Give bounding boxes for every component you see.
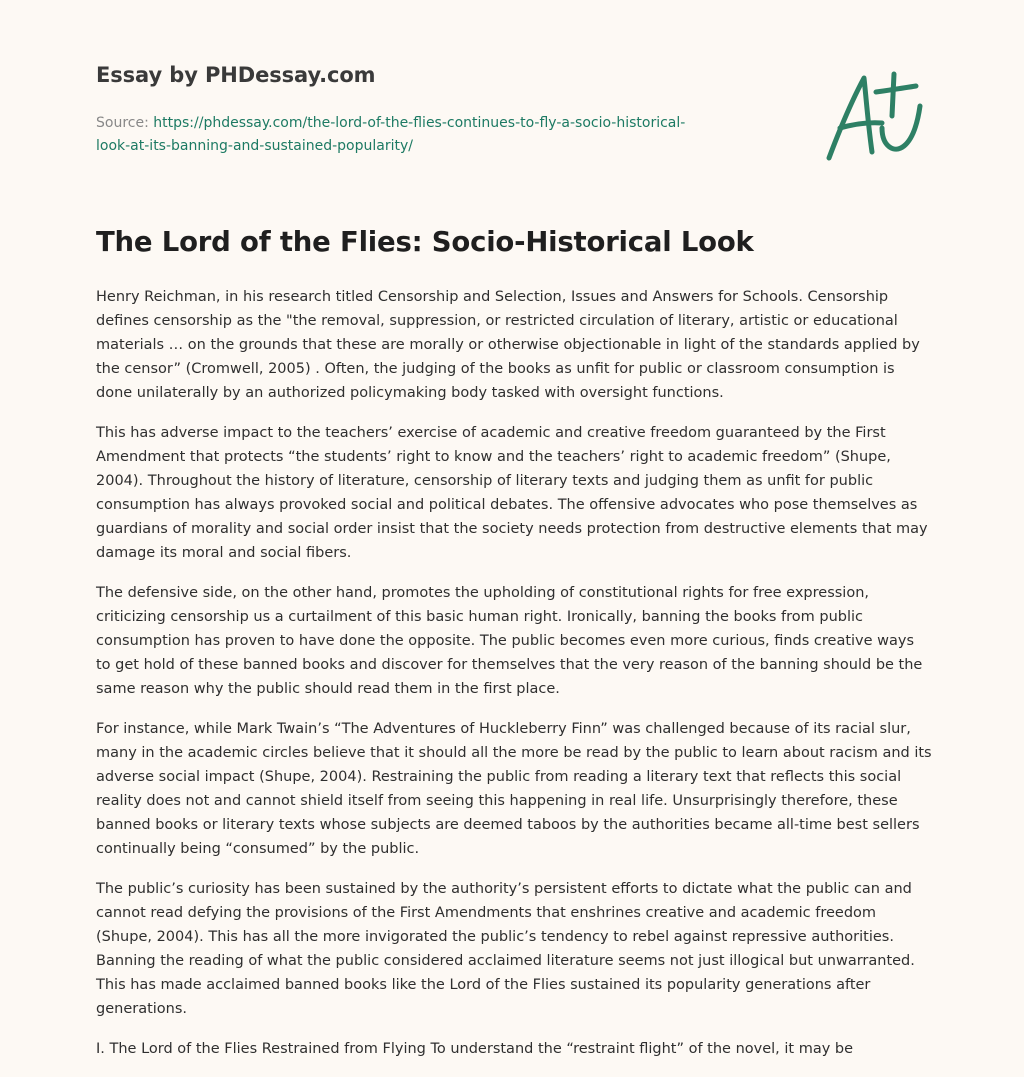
paragraph: The defensive side, on the other hand, promotes the upholding of constitutional rights for free expression, criticizing censorship us a curtailment of this basic human right. Ironically, banning the books from public consumption has proven to have done the opposite. The public becomes even more curious, finds creative ways to get hold of these banned books and discover for themselves that the very reason of the banning should be the same reason why the public should read them in the first place. bbox=[96, 585, 923, 697]
source-link[interactable] bbox=[96, 115, 685, 154]
paragraph: I. The Lord of the Flies Restrained from Flying To understand the “restraint flight” of the novel, it may be bbox=[96, 1041, 854, 1057]
source-line bbox=[96, 112, 756, 158]
essay-body bbox=[96, 285, 932, 1077]
a-plus-logo-icon bbox=[820, 66, 932, 164]
source-link-line1: https://phdessay.com/the-lord-of-the-flies-continues-to-fly-a-socio-historical- bbox=[153, 115, 686, 131]
paragraph: This has adverse impact to the teachers’ exercise of academic and creative freedom guaranteed by the First Amendment that protects “the students’ right to know and the teachers’ right to academic freedom” (Shupe, 2004). Throughout the history of literature, censorship of literary texts and judging them as unfit for public consumption has always provoked social and political debates. The offensive advocates who pose themselves as guardians of morality and social order insist that the society needs protection from destructive elements that may damage its moral and social fibers. bbox=[96, 425, 928, 561]
source-link-line2: look-at-its-banning-and-sustained-popularity/ bbox=[96, 138, 413, 154]
paragraph: For instance, while Mark Twain’s “The Adventures of Huckleberry Finn” was challenged because of its racial slur, many in the academic circles believe that it should all the more be read by the public to learn about racism and its adverse social impact (Shupe, 2004). Restraining the public from reading a literary text that reflects this social reality does not and cannot shield itself from seeing this happening in real life. Unsurprisingly therefore, these banned books or literary texts whose subjects are deemed taboos by the authorities became all-time best sellers continually being “consumed” by the public. bbox=[96, 721, 932, 857]
source-label: Source: bbox=[96, 115, 149, 131]
essay-title: The Lord of the Flies: Socio-Historical Look bbox=[96, 226, 754, 258]
paragraph: The public’s curiosity has been sustained by the authority’s persistent efforts to dictate what the public can and cannot read defying the provisions of the First Amendments that enshrines creative and academic freedom (Shupe, 2004). This has all the more invigorated the public’s tendency to rebel against repressive authorities. Banning the reading of what the public considered acclaimed literature seems not just illogical but unwarranted. This has made acclaimed banned books like the Lord of the Flies sustained its popularity generations after generations. bbox=[96, 881, 915, 1017]
site-title: Essay by PHDessay.com bbox=[96, 63, 376, 87]
paragraph: Henry Reichman, in his research titled Censorship and Selection, Issues and Answers for Schools. Censorship defines censorship as the "the removal, suppression, or restricted circulation of literary, artistic or educational materials … on the grounds that these are morally or otherwise objectionable in light of the standards applied by the censor” (Cromwell, 2005) . Often, the judging of the books as unfit for public or classroom consumption is done unilaterally by an authorized policymaking body tasked with oversight functions. bbox=[96, 289, 920, 401]
